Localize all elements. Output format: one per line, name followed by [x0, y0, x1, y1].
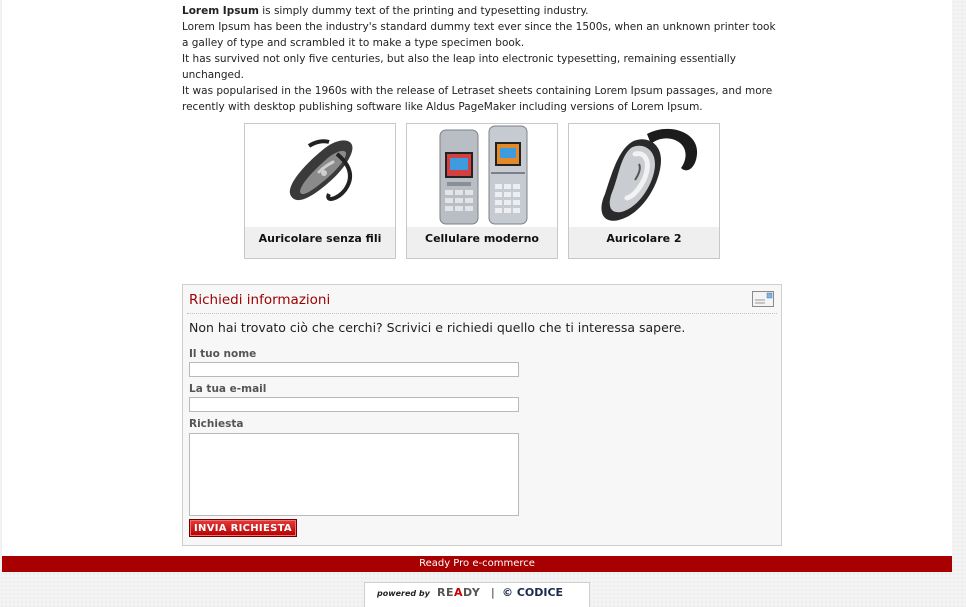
envelope-icon [752, 291, 774, 311]
powered-by-badge[interactable] [364, 582, 590, 607]
email-input[interactable] [189, 397, 519, 412]
powered-by-text: powered by [377, 589, 430, 598]
codice-logo: © CODICE [502, 586, 564, 599]
product-card[interactable] [568, 123, 720, 259]
ready-logo-accent: A [453, 586, 463, 599]
wireless-earpiece-icon[interactable] [245, 124, 395, 227]
title-divider [187, 313, 777, 314]
request-info-form [182, 284, 782, 546]
footer-bar[interactable]: Ready Pro e-commerce [2, 556, 952, 572]
intro-line-4: It was popularised in the 1960s with the release of Letraset sheets containing Lorem Ipsum passages, and more recently with desktop publishing software like Aldus PageMaker including versions of Lorem Ipsum. [182, 85, 773, 113]
product-name[interactable]: Auricolare 2 [569, 227, 719, 258]
logo-separator: | [491, 586, 495, 599]
product-card[interactable] [406, 123, 558, 259]
form-subtitle: Non hai trovato ciò che cerchi? Scrivici e richiedi quello che ti interessa sapere. [189, 320, 686, 335]
intro-line-3: It has survived not only five centuries, but also the leap into electronic typesetting, remaining essentially unchanged. [182, 53, 736, 81]
intro-text [182, 3, 782, 115]
intro-bold: Lorem Ipsum [182, 5, 259, 17]
product-name[interactable]: Cellulare moderno [407, 227, 557, 258]
name-input[interactable] [189, 362, 519, 377]
product-card[interactable] [244, 123, 396, 259]
form-title: Richiedi informazioni [189, 292, 331, 308]
page-content [2, 0, 952, 556]
intro-line-1-rest: is simply dummy text of the printing and typesetting industry. [258, 5, 589, 17]
intro-line-1 [182, 3, 782, 19]
intro-line-2: Lorem Ipsum has been the industry's standard dummy text ever since the 1500s, when an unknown printer took a galley of type and scrambled it to make a type specimen book. [182, 21, 776, 49]
name-label: Il tuo nome [189, 348, 257, 360]
email-label: La tua e-mail [189, 383, 267, 395]
bluetooth-headset-icon[interactable] [569, 124, 719, 227]
ready-logo-pre: RE [437, 586, 454, 599]
product-name[interactable]: Auricolare senza fili [245, 227, 395, 258]
ready-logo [437, 586, 480, 599]
request-textarea[interactable] [189, 433, 519, 516]
submit-request-button[interactable]: INVIA RICHIESTA [189, 519, 297, 537]
mobile-phone-icon[interactable] [407, 124, 557, 227]
request-label: Richiesta [189, 418, 244, 430]
ready-logo-post: DY [463, 586, 481, 599]
